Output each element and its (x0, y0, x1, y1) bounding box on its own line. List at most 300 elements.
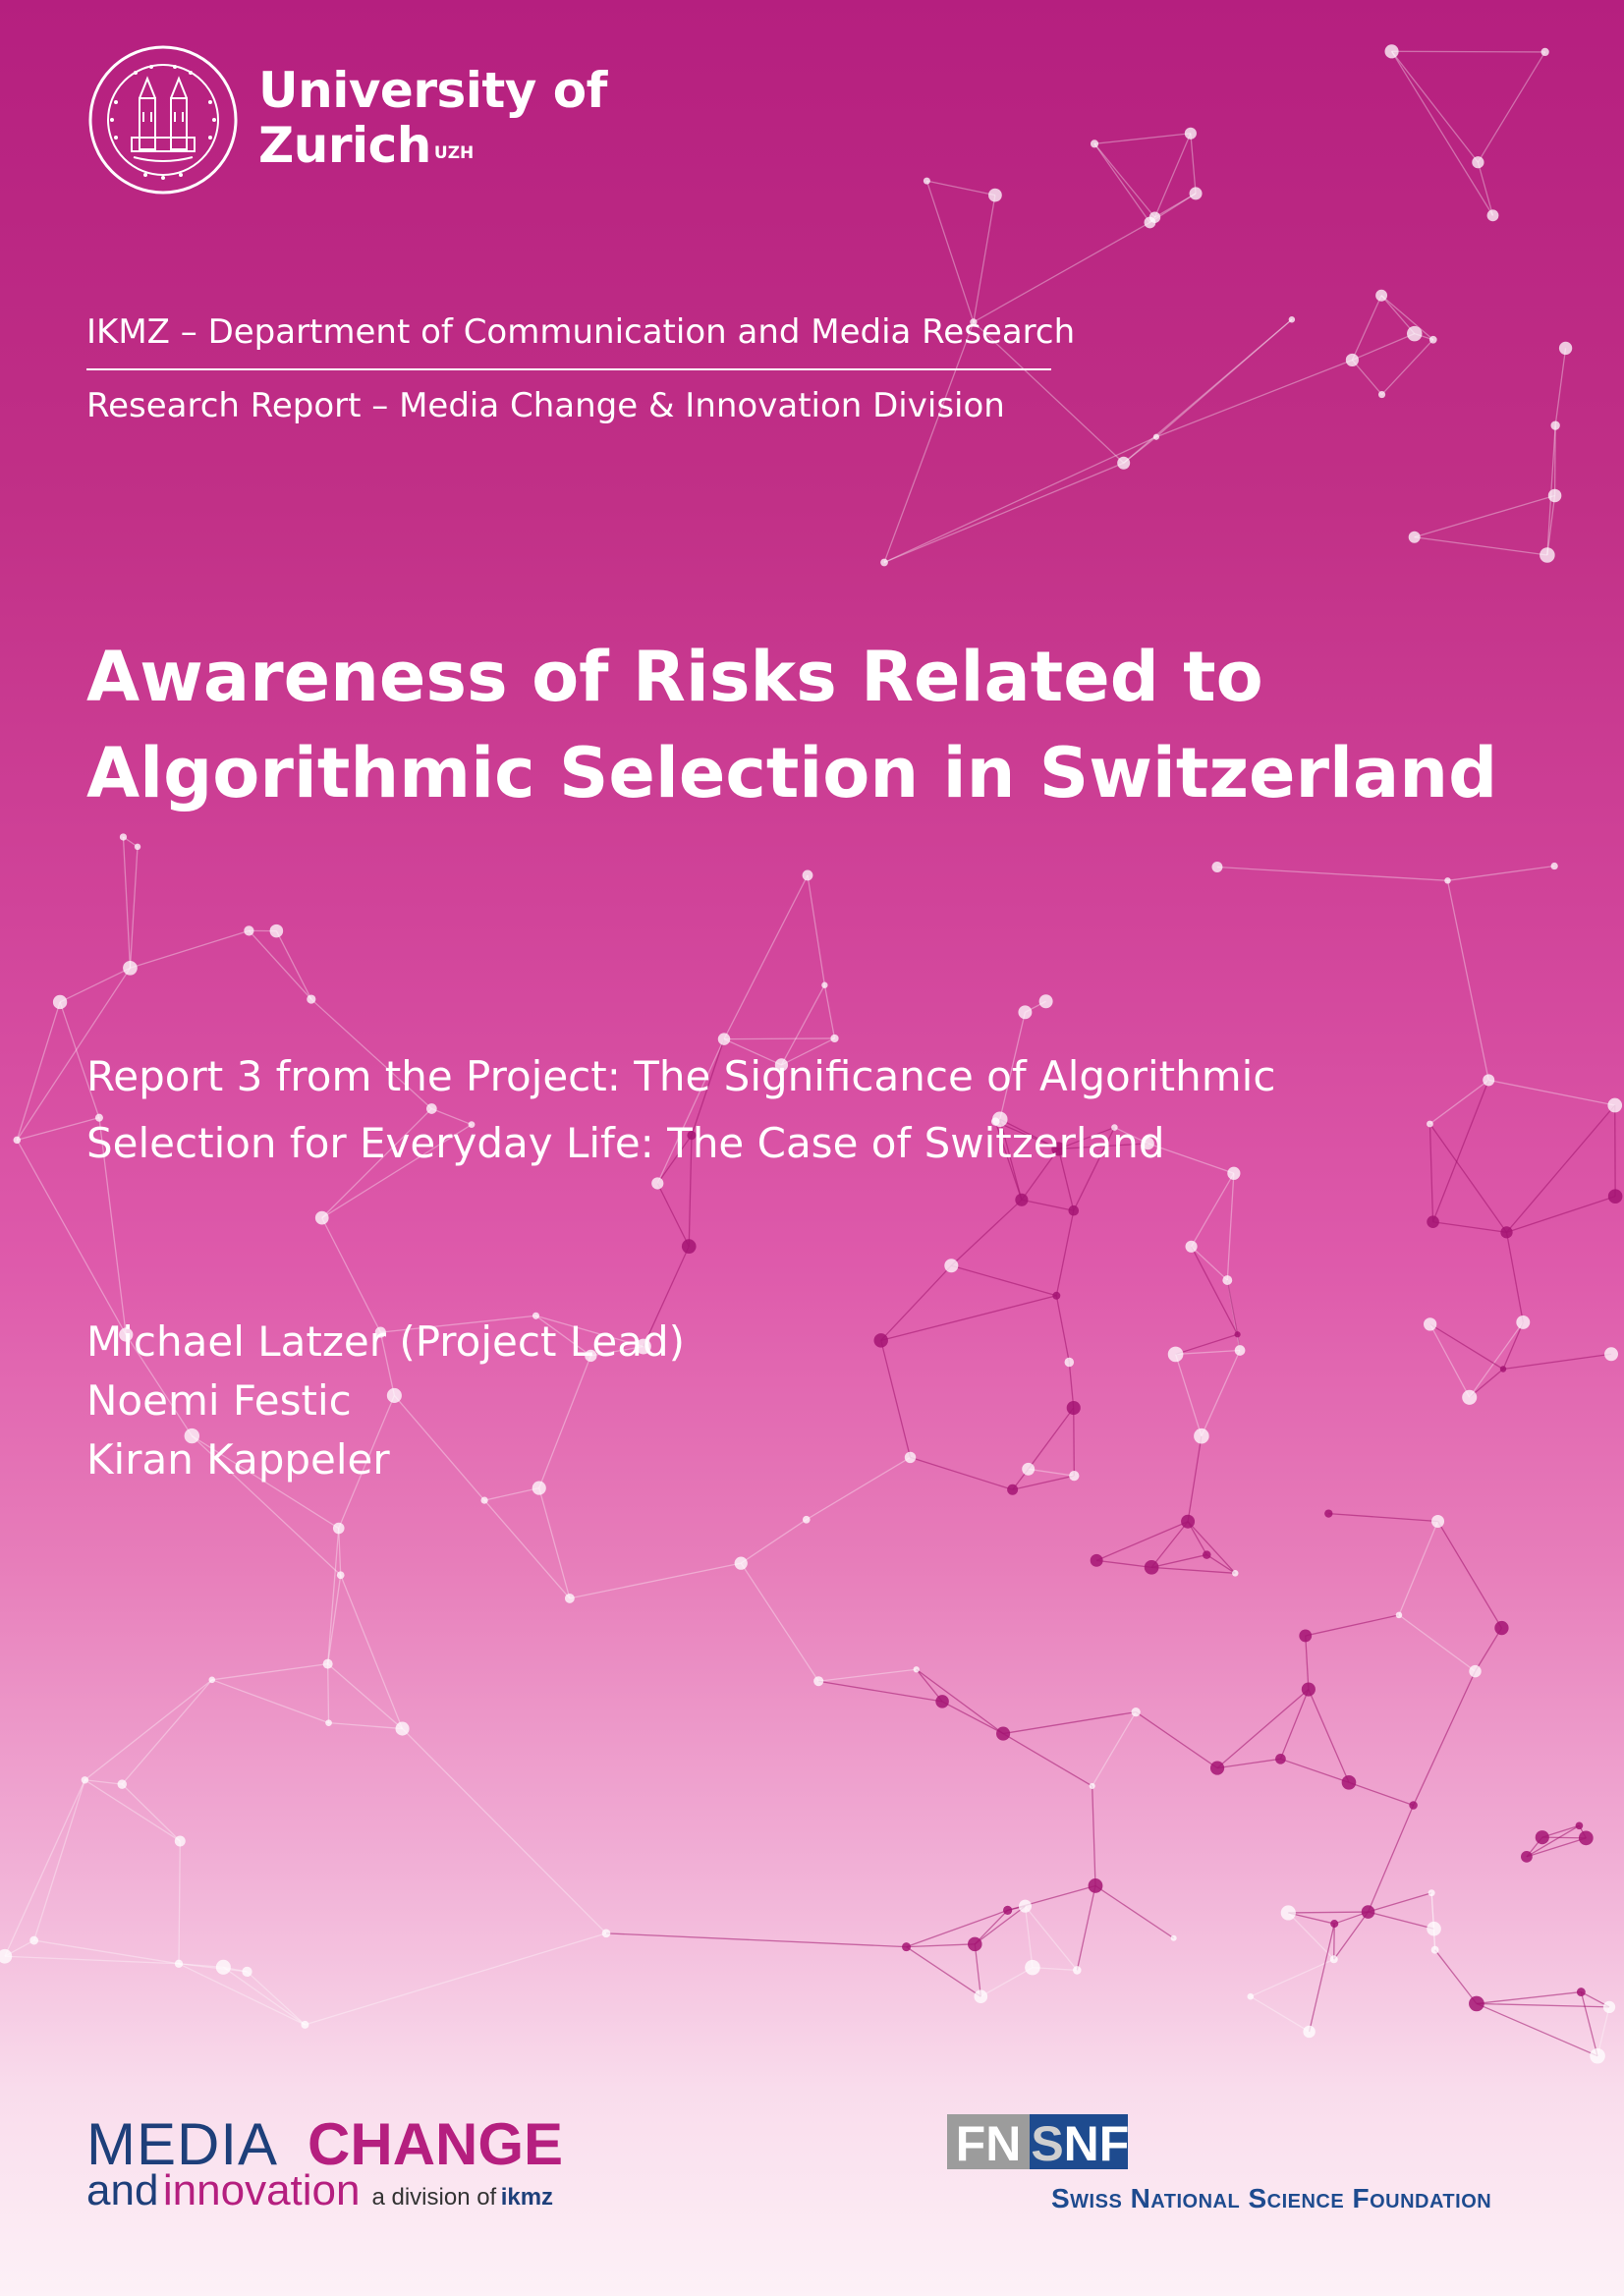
network-line (1025, 1906, 1032, 1967)
mci-word-change: CHANGE (308, 2111, 564, 2177)
network-line (881, 1265, 952, 1340)
network-line (942, 1702, 1003, 1734)
network-line (951, 1265, 1056, 1296)
network-node (1330, 1955, 1338, 1963)
network-line (1156, 319, 1292, 436)
network-line (339, 1529, 341, 1576)
network-line (907, 1944, 976, 1947)
network-line (1369, 1912, 1434, 1929)
network-node (1117, 457, 1130, 470)
network-line (1429, 1124, 1506, 1232)
network-line (1438, 1521, 1502, 1628)
network-node (914, 1666, 920, 1672)
network-line (1527, 1825, 1580, 1857)
network-line (741, 1520, 807, 1563)
university-name-line2 (258, 118, 607, 173)
network-node (1168, 1347, 1184, 1363)
network-node (270, 924, 284, 938)
snf-mark-mid: S (1031, 2116, 1064, 2171)
report-subtitle (86, 1043, 1275, 1177)
report-title-line2: Algorithmic Selection in Switzerland (86, 733, 1498, 813)
network-node (1579, 1831, 1594, 1846)
network-node (325, 1719, 332, 1726)
network-node (1428, 1889, 1435, 1896)
network-line (1136, 1712, 1217, 1768)
network-line (1476, 1628, 1502, 1671)
network-line (975, 1944, 980, 1996)
report-subtitle-line2: Selection for Everyday Life: The Case of Switzerland (86, 1119, 1165, 1167)
network-node (1550, 420, 1559, 429)
network-node (821, 982, 827, 988)
network-node (1396, 1612, 1403, 1619)
network-node (1018, 1005, 1032, 1019)
network-line (1392, 51, 1493, 215)
network-node (1559, 342, 1572, 355)
network-line (1328, 1514, 1437, 1522)
network-line (1156, 360, 1352, 436)
network-line (1022, 1200, 1074, 1210)
network-node (1342, 1775, 1357, 1790)
network-node (1171, 1935, 1177, 1941)
network-line (606, 1933, 907, 1947)
network-node (1603, 2001, 1615, 2013)
network-node (1302, 1682, 1316, 1696)
network-node (1019, 1900, 1032, 1913)
network-line (1478, 52, 1544, 162)
network-line (881, 1340, 911, 1457)
network-line (1430, 1324, 1503, 1370)
network-node (1375, 290, 1387, 302)
network-line (1581, 1992, 1597, 2056)
network-line (1507, 1105, 1615, 1232)
network-line (1503, 1354, 1611, 1369)
network-node (602, 1930, 611, 1938)
university-city: Zurich (258, 117, 431, 174)
network-node (1472, 156, 1484, 168)
network-line (974, 196, 995, 322)
snf-logo (947, 2114, 1576, 2212)
network-line (123, 837, 130, 968)
network-line (1310, 1924, 1335, 2032)
network-line (1154, 134, 1190, 217)
network-node (1324, 1509, 1332, 1517)
author-item: Noemi Festic (86, 1376, 352, 1425)
network-line (1077, 1885, 1095, 1970)
network-node (1521, 1851, 1533, 1863)
network-line (1202, 1351, 1240, 1436)
network-node (315, 1211, 329, 1225)
network-line (212, 1664, 328, 1680)
network-node (1424, 1317, 1436, 1330)
network-line (818, 1669, 917, 1681)
network-node (935, 1695, 949, 1708)
mci-word-innovation: innovation (162, 2166, 361, 2214)
network-node (216, 1960, 231, 1975)
network-line (1477, 2003, 1597, 2055)
network-line (130, 847, 138, 968)
network-node (1181, 1515, 1195, 1529)
report-title-line1: Awareness of Risks Related to (86, 637, 1263, 717)
network-node (1378, 391, 1385, 398)
network-line (1188, 1522, 1235, 1574)
network-line (1094, 134, 1191, 144)
network-node (1551, 863, 1558, 869)
author-list (86, 1313, 685, 1489)
network-line (807, 1457, 911, 1519)
author-item: Kiran Kappeler (86, 1435, 390, 1484)
network-line (328, 1664, 329, 1723)
network-node (53, 995, 67, 1009)
network-node (1089, 1878, 1103, 1893)
network-node (1069, 1471, 1079, 1481)
network-node (1145, 217, 1156, 229)
network-line (1352, 296, 1381, 361)
network-node (242, 1967, 252, 1977)
network-line (1003, 1734, 1092, 1786)
network-line (249, 930, 310, 999)
network-line (1251, 1996, 1310, 2032)
mci-logo-bottom-row (86, 2166, 554, 2222)
network-node (968, 1937, 982, 1952)
network-node (1194, 1428, 1209, 1444)
network-node (1289, 316, 1295, 322)
network-line (1352, 360, 1381, 394)
network-line (1555, 348, 1565, 425)
network-node (396, 1722, 410, 1736)
network-line (1477, 1992, 1581, 2004)
network-node (14, 1137, 22, 1145)
network-line (1280, 1759, 1349, 1782)
network-node (323, 1659, 333, 1669)
network-node (1330, 1920, 1338, 1928)
network-node (682, 1239, 697, 1254)
network-node (1548, 489, 1562, 503)
media-change-innovation-logo (86, 2111, 676, 2214)
network-line (1392, 51, 1479, 162)
mci-division-name: ikmz (500, 2184, 554, 2211)
network-line (1478, 162, 1492, 215)
network-node (135, 844, 140, 850)
snf-mark-left: FN (955, 2116, 1022, 2171)
network-node (1210, 1761, 1224, 1774)
network-line (907, 1910, 1008, 1946)
network-line (248, 1972, 306, 2025)
network-line (1092, 1712, 1136, 1786)
network-node (1232, 1570, 1239, 1577)
network-node (1003, 1906, 1012, 1915)
network-line (1414, 1671, 1476, 1805)
network-line (1074, 1408, 1075, 1476)
network-node (123, 961, 138, 976)
network-line (1447, 880, 1488, 1080)
network-line (341, 1575, 403, 1728)
network-line (1399, 1615, 1476, 1671)
network-node (29, 1936, 38, 1945)
network-line (1096, 1560, 1151, 1567)
network-node (1431, 1946, 1439, 1954)
network-node (1516, 1316, 1530, 1329)
network-line (1056, 1296, 1069, 1363)
network-node (735, 1557, 748, 1570)
network-line (1217, 1690, 1309, 1768)
network-line (1096, 1522, 1188, 1561)
network-node (1234, 1331, 1240, 1337)
network-node (1015, 1194, 1028, 1206)
network-line (917, 1669, 1003, 1733)
network-line (84, 1780, 180, 1841)
network-line (1227, 1173, 1234, 1280)
network-node (1577, 1988, 1586, 1996)
network-node (1281, 1905, 1296, 1920)
network-line (1477, 2003, 1609, 2006)
network-line (881, 1296, 1057, 1341)
network-line (1429, 1124, 1432, 1222)
network-line (1431, 1893, 1434, 1950)
network-node (1007, 1484, 1018, 1495)
network-node (1346, 354, 1359, 366)
network-line (1415, 495, 1555, 536)
network-line (212, 1680, 329, 1723)
network-node (1153, 434, 1159, 440)
network-line (951, 1200, 1022, 1265)
network-node (1303, 2026, 1315, 2038)
network-line (1306, 1636, 1309, 1690)
network-line (1094, 143, 1149, 222)
network-node (1469, 1665, 1481, 1677)
network-node (1235, 1345, 1246, 1356)
network-node (1500, 1226, 1512, 1238)
network-node (480, 1497, 487, 1504)
network-node (120, 833, 127, 840)
network-line (539, 1488, 570, 1598)
network-node (1427, 1922, 1441, 1936)
network-line (1151, 1567, 1235, 1573)
university-name (258, 63, 607, 173)
network-line (1217, 868, 1448, 881)
network-node (1590, 2048, 1605, 2064)
university-name-line1: University of (258, 62, 607, 119)
network-node (175, 1835, 186, 1846)
network-line (1488, 1080, 1615, 1105)
network-node (307, 994, 315, 1003)
network-node (1604, 1347, 1618, 1361)
network-line (122, 1680, 211, 1784)
network-node (1222, 1275, 1232, 1285)
network-line (975, 1906, 1025, 1944)
network-line (824, 985, 834, 1038)
network-line (17, 1002, 60, 1140)
university-suffix: UZH (433, 143, 475, 163)
network-line (724, 1038, 835, 1039)
network-node (301, 2021, 308, 2029)
network-node (1073, 1966, 1082, 1975)
network-line (329, 1723, 403, 1729)
network-line (1192, 1247, 1238, 1335)
network-line (1415, 537, 1547, 555)
network-node (1541, 48, 1549, 56)
network-line (657, 1183, 689, 1246)
network-line (276, 931, 310, 999)
network-line (1382, 340, 1433, 395)
report-title (86, 629, 1560, 821)
network-line (223, 1967, 305, 2025)
header-divider (86, 368, 1051, 370)
network-line (305, 1933, 606, 2025)
network-node (1409, 532, 1421, 543)
network-node (1190, 187, 1203, 199)
network-line (1447, 867, 1554, 881)
network-node (1145, 1560, 1159, 1575)
network-line (403, 1729, 606, 1933)
network-line (1334, 1912, 1369, 1959)
network-line (122, 1784, 180, 1841)
network-line (1056, 1210, 1073, 1296)
network-line (1188, 1436, 1202, 1522)
network-node (1132, 1708, 1141, 1716)
mci-word-media: MEDIA (86, 2111, 279, 2177)
network-line (1095, 1885, 1174, 1937)
network-node (244, 925, 253, 935)
network-node (905, 1452, 916, 1463)
snf-mark-icon (947, 2114, 1163, 2173)
snf-mark-right: NF (1063, 2116, 1130, 2171)
network-node (1540, 547, 1555, 563)
network-node (208, 1677, 215, 1684)
network-node (1275, 1754, 1286, 1764)
network-line (1176, 1354, 1202, 1435)
network-line (1309, 1690, 1349, 1783)
network-node (1299, 1630, 1312, 1643)
network-node (1022, 1463, 1035, 1476)
network-node (82, 1776, 88, 1783)
network-node (1185, 128, 1197, 140)
mci-division-prefix: a division of (371, 2184, 497, 2211)
mci-word-and: and (86, 2166, 159, 2214)
network-node (873, 1333, 887, 1347)
network-node (1427, 1215, 1439, 1228)
network-line (911, 1457, 1013, 1489)
network-node (1409, 1801, 1418, 1810)
network-node (1462, 1390, 1477, 1405)
report-series-line: Research Report – Media Change & Innovation Division (86, 386, 1005, 425)
network-node (880, 559, 888, 567)
network-line (1227, 1280, 1237, 1334)
network-line (1349, 1782, 1414, 1805)
network-line (5, 1780, 84, 1956)
network-node (1444, 877, 1450, 883)
network-line (84, 1680, 211, 1780)
network-node (1362, 1905, 1375, 1919)
network-line (1029, 1408, 1074, 1469)
network-line (1280, 1690, 1308, 1760)
network-line (1192, 1247, 1228, 1280)
network-line (884, 463, 1124, 562)
network-node (1384, 44, 1398, 58)
network-node (1427, 1121, 1433, 1128)
network-node (1431, 1515, 1444, 1528)
network-line (1003, 1712, 1136, 1734)
network-line (1288, 1912, 1368, 1913)
network-line (34, 1780, 85, 1940)
network-line (808, 875, 824, 985)
network-node (1483, 1074, 1494, 1086)
department-line: IKMZ – Department of Communication and Media Research (86, 312, 1076, 352)
network-line (328, 1664, 403, 1729)
network-node (813, 1676, 823, 1686)
network-line (1306, 1615, 1399, 1636)
network-node (1247, 1993, 1254, 2000)
network-line (1430, 1324, 1470, 1397)
network-node (1429, 336, 1437, 344)
network-node (1494, 1621, 1508, 1635)
network-line (1369, 1893, 1432, 1912)
network-node (1090, 1783, 1095, 1789)
network-node (1091, 1554, 1103, 1567)
network-line (1191, 134, 1196, 194)
network-line (179, 1964, 305, 2025)
network-node (1091, 140, 1098, 147)
network-node (902, 1942, 911, 1951)
network-node (565, 1594, 575, 1603)
network-node (1500, 1366, 1506, 1372)
network-node (944, 1259, 958, 1272)
network-line (130, 930, 249, 968)
network-line (1369, 1806, 1414, 1913)
uzh-seal-icon (86, 43, 240, 196)
network-line (1527, 1838, 1586, 1857)
network-line (1435, 1950, 1477, 2004)
network-node (333, 1523, 345, 1535)
network-node (1487, 209, 1499, 221)
network-line (1433, 1222, 1507, 1233)
network-line (484, 1488, 539, 1501)
network-line (724, 875, 808, 1039)
author-item: Michael Latzer (Project Lead) (86, 1317, 686, 1366)
network-node (1211, 862, 1222, 872)
network-line (1192, 1173, 1234, 1247)
network-node (803, 870, 813, 881)
network-node (1065, 1358, 1075, 1368)
network-line (570, 1563, 741, 1598)
network-node (803, 1516, 811, 1524)
network-node (1607, 1098, 1622, 1113)
network-line (818, 1681, 942, 1702)
network-line (974, 222, 1150, 321)
network-line (741, 1563, 818, 1681)
network-node (337, 1571, 345, 1579)
network-node (974, 1989, 987, 2003)
network-line (1507, 1232, 1524, 1322)
university-logo (86, 43, 1069, 210)
network-node (118, 1779, 127, 1788)
network-line (1507, 1197, 1616, 1233)
report-subtitle-line1: Report 3 from the Project: The Significance of Algorithmic (86, 1052, 1276, 1100)
snf-foundation-name: Swiss National Science Foundation (1051, 2183, 1492, 2213)
network-line (1470, 1322, 1524, 1397)
network-line (1029, 1469, 1075, 1476)
network-line (179, 1841, 180, 1964)
network-node (1576, 1821, 1584, 1829)
network-node (1039, 994, 1053, 1008)
network-node (651, 1177, 663, 1189)
network-line (1352, 334, 1414, 361)
network-node (1068, 1205, 1079, 1216)
network-node (1203, 1550, 1210, 1558)
network-node (1608, 1189, 1623, 1204)
network-node (1469, 1996, 1484, 2012)
network-node (1067, 1401, 1081, 1415)
network-line (484, 1500, 570, 1598)
